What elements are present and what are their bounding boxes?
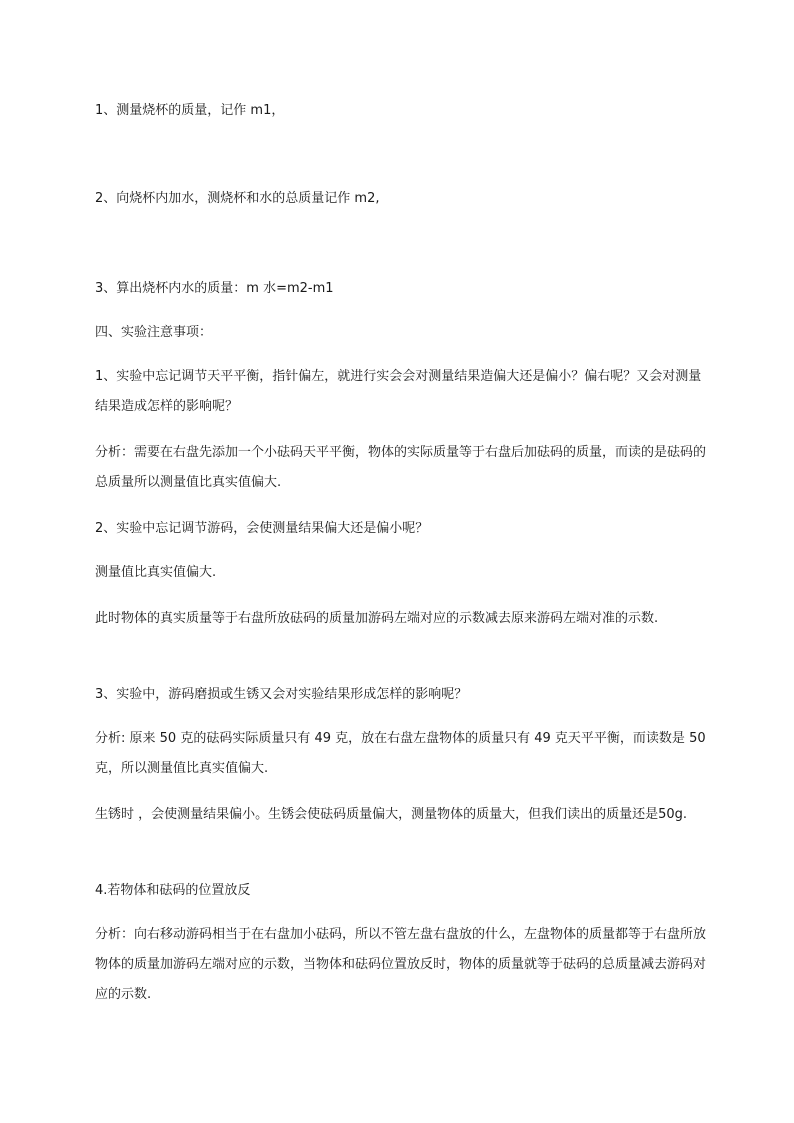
step-1-measure-beaker: 1、测量烧杯的质量，记作 m1，: [95, 103, 285, 118]
step-3-calc-water-mass: 3、算出烧杯内水的质量：m 水=m2-m1: [95, 281, 334, 296]
section-heading-precautions: 四、实验注意事项：: [95, 325, 213, 340]
precaution-4-heading: 4.若物体和砝码的位置放反: [95, 883, 251, 898]
precaution-2-explanation: 此时物体的真实质量等于右盘所放砝码的质量加游码左端对应的示数减去原来游码左端对准的示数.: [95, 611, 659, 626]
precaution-3-analysis: 分析: 原来 50 克的砝码实际质量只有 49 克，放在右盘左盘物体的质量只有 49 克天平平衡，而读数是 50 克，所以测量值比真实值偏大.: [95, 731, 706, 776]
precaution-1-analysis: 分析：需要在右盘先添加一个小砝码天平平衡，物体的实际质量等于右盘后加砝码的质量，而读的是砝码的总质量所以测量值比真实值偏大.: [95, 445, 707, 490]
precaution-3-rust: 生锈时 ，会使测量结果偏小。生锈会使砝码质量偏大，测量物体的质量大，但我们读出的质量还是50g.: [95, 807, 688, 822]
precaution-2-question: 2、实验中忘记调节游码，会使测量结果偏大还是偏小呢？: [95, 521, 429, 536]
precaution-4-analysis: 分析：向右移动游码相当于在右盘加小砝码，所以不管左盘右盘放的什么，左盘物体的质量都等于右盘所放物体的质量加游码左端对应的示数，当物体和砝码位置放反时，物体的质量就等于砝码的总质量减去游码对应的示数.: [95, 927, 707, 1002]
precaution-1-question: 1、实验中忘记调节天平平衡，指针偏左，就进行实会会对测量结果造偏大还是偏小？偏右呢？又会对测量结果造成怎样的影响呢？: [95, 369, 702, 414]
step-2-add-water: 2、向烧杯内加水，测烧杯和水的总质量记作 m2,: [95, 191, 380, 206]
precaution-3-question: 3、实验中，游码磨损或生锈又会对实验结果形成怎样的影响呢？: [95, 687, 468, 702]
precaution-2-answer: 测量值比真实值偏大.: [95, 565, 217, 580]
